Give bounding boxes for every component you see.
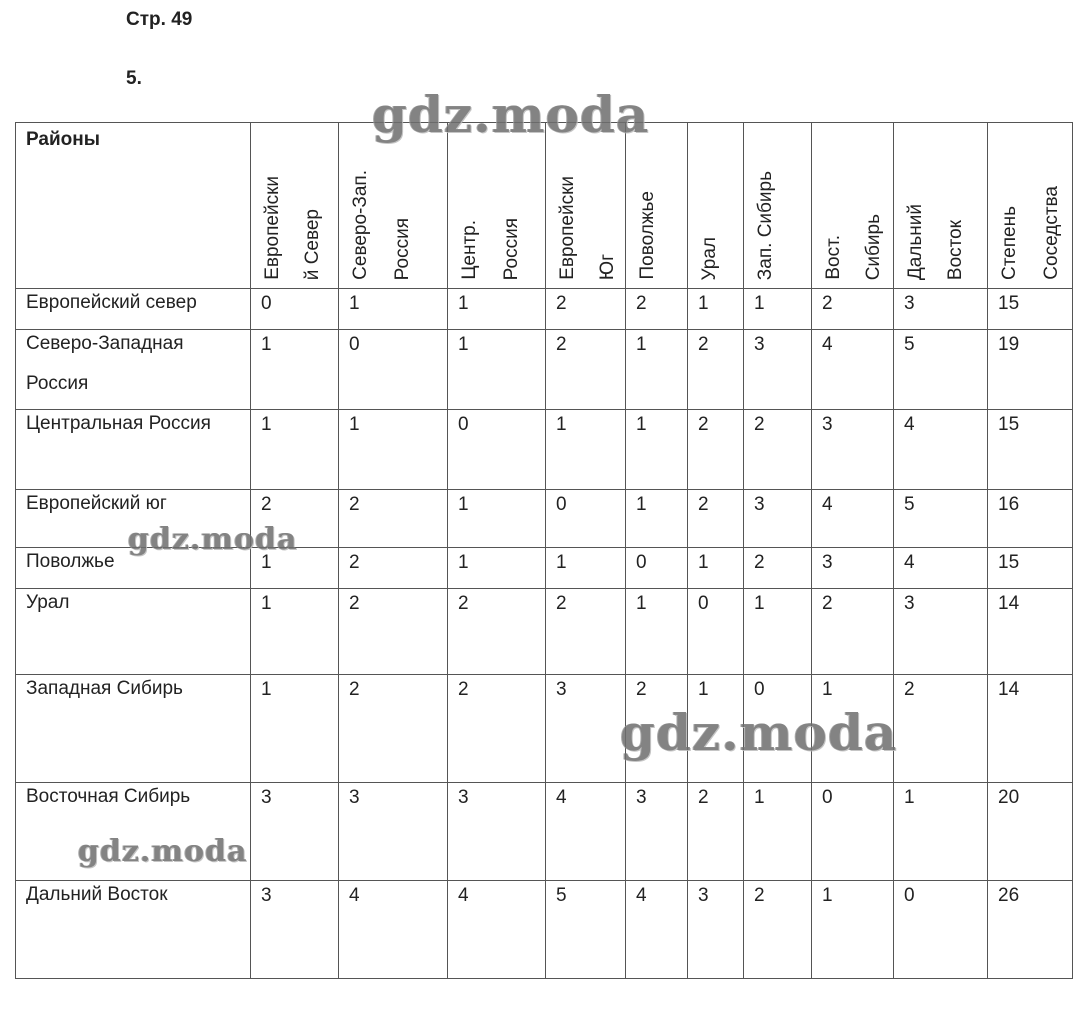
column-header-line: Степень <box>999 205 1020 280</box>
table-cell: 2 <box>339 490 448 548</box>
table-cell: 1 <box>688 289 744 330</box>
column-header <box>626 123 688 289</box>
table-cell: 0 <box>251 289 339 330</box>
table-cell: 3 <box>894 589 988 675</box>
table-cell: 2 <box>626 289 688 330</box>
table-cell: 1 <box>251 589 339 675</box>
table-cell: 1 <box>251 548 339 589</box>
table-cell: 1 <box>339 289 448 330</box>
column-header-line: Зап. Сибирь <box>755 170 776 280</box>
watermark: gdz.moda <box>620 703 898 762</box>
table-row <box>16 330 1073 410</box>
watermark: gdz.moda <box>372 85 650 144</box>
table-cell: 0 <box>339 330 448 410</box>
table-cell: 3 <box>251 783 339 881</box>
table-cell: 1 <box>546 410 626 490</box>
table-cell: 2 <box>688 330 744 410</box>
table-cell: 2 <box>546 289 626 330</box>
column-header <box>744 123 812 289</box>
table-cell: 3 <box>448 783 546 881</box>
table-cell: 0 <box>688 589 744 675</box>
table-cell: 3 <box>744 490 812 548</box>
row-label: Восточная Сибирь <box>16 783 251 881</box>
column-header-line: й Север <box>302 208 323 280</box>
table-cell: 2 <box>448 589 546 675</box>
table-cell: 4 <box>894 410 988 490</box>
table-cell: 2 <box>339 675 448 783</box>
table-cell: 2 <box>812 589 894 675</box>
column-header-line: Вост. <box>823 235 844 280</box>
table-cell: 15 <box>988 410 1073 490</box>
table-cell: 1 <box>688 548 744 589</box>
row-label: Европейский юг <box>16 490 251 548</box>
table-cell: 16 <box>988 490 1073 548</box>
row-label: Северо-Западная Россия <box>16 330 251 410</box>
table-cell: 5 <box>546 881 626 979</box>
table-cell: 2 <box>546 330 626 410</box>
column-header-line: Дальний <box>905 203 926 280</box>
table-cell: 2 <box>688 410 744 490</box>
table-cell: 20 <box>988 783 1073 881</box>
table-cell: 1 <box>448 330 546 410</box>
column-header <box>339 123 448 289</box>
table-cell: 5 <box>894 330 988 410</box>
row-label: Урал <box>16 589 251 675</box>
header-row <box>16 123 1073 289</box>
column-header-line: Центр. <box>459 220 480 280</box>
table-cell: 0 <box>894 881 988 979</box>
table-cell: 15 <box>988 548 1073 589</box>
table-cell: 1 <box>448 490 546 548</box>
table-cell: 2 <box>894 675 988 783</box>
column-header-line: Урал <box>699 236 720 280</box>
column-header-line: Россия <box>501 217 522 280</box>
row-label: Западная Сибирь <box>16 675 251 783</box>
table-cell: 0 <box>744 675 812 783</box>
table-cell: 1 <box>339 410 448 490</box>
table-cell: 1 <box>626 490 688 548</box>
column-header-line: Сибирь <box>863 213 884 280</box>
column-header-line: Юг <box>597 253 618 280</box>
table-cell: 3 <box>251 881 339 979</box>
table-cell: 4 <box>546 783 626 881</box>
table-cell: 4 <box>626 881 688 979</box>
table-row <box>16 881 1073 979</box>
column-header <box>448 123 546 289</box>
table-cell: 26 <box>988 881 1073 979</box>
table-cell: 4 <box>448 881 546 979</box>
table-cell: 3 <box>744 330 812 410</box>
table-cell: 0 <box>546 490 626 548</box>
table-cell: 1 <box>688 675 744 783</box>
table-cell: 1 <box>626 330 688 410</box>
column-header-line: Россия <box>392 217 413 280</box>
table-cell: 0 <box>448 410 546 490</box>
table-cell: 3 <box>546 675 626 783</box>
table-cell: 1 <box>251 675 339 783</box>
table-cell: 1 <box>626 589 688 675</box>
table-row <box>16 675 1073 783</box>
table-cell: 3 <box>626 783 688 881</box>
row-label: Центральная Россия <box>16 410 251 490</box>
table-cell: 2 <box>688 490 744 548</box>
watermark: gdz.moda <box>78 834 248 869</box>
column-header-line: Соседства <box>1041 186 1062 280</box>
column-header <box>546 123 626 289</box>
table-cell: 3 <box>339 783 448 881</box>
row-label: Дальний Восток <box>16 881 251 979</box>
table-row <box>16 589 1073 675</box>
column-header-line: Европейски <box>557 176 578 280</box>
table-row <box>16 410 1073 490</box>
table-cell: 4 <box>812 330 894 410</box>
column-header <box>988 123 1073 289</box>
table-cell: 4 <box>339 881 448 979</box>
table-cell: 1 <box>546 548 626 589</box>
table-cell: 15 <box>988 289 1073 330</box>
table-cell: 2 <box>339 548 448 589</box>
table-cell: 1 <box>812 881 894 979</box>
task-number: 5. <box>126 68 142 89</box>
row-label: Поволжье <box>16 548 251 589</box>
table-cell: 3 <box>688 881 744 979</box>
column-header <box>894 123 988 289</box>
table-cell: 19 <box>988 330 1073 410</box>
page-header: Стр. 49 <box>126 9 193 30</box>
table-cell: 2 <box>546 589 626 675</box>
table-cell: 3 <box>812 410 894 490</box>
table-cell: 2 <box>339 589 448 675</box>
table-cell: 2 <box>812 289 894 330</box>
table-cell: 5 <box>894 490 988 548</box>
column-header-line: Поволжье <box>637 191 658 280</box>
table-cell: 1 <box>448 289 546 330</box>
table-cell: 1 <box>251 330 339 410</box>
table-cell: 2 <box>688 783 744 881</box>
row-label: Европейский север <box>16 289 251 330</box>
table-cell: 14 <box>988 589 1073 675</box>
column-header <box>812 123 894 289</box>
column-header-line: Восток <box>945 219 966 280</box>
table-cell: 3 <box>812 548 894 589</box>
table-cell: 2 <box>448 675 546 783</box>
table-cell: 1 <box>812 675 894 783</box>
table-cell: 4 <box>812 490 894 548</box>
table-cell: 0 <box>626 548 688 589</box>
table-cell: 1 <box>251 410 339 490</box>
column-header <box>251 123 339 289</box>
table-cell: 14 <box>988 675 1073 783</box>
table-cell: 1 <box>744 783 812 881</box>
watermark: gdz.moda <box>128 522 298 557</box>
table-cell: 1 <box>744 289 812 330</box>
table-cell: 2 <box>744 410 812 490</box>
table-cell: 2 <box>744 548 812 589</box>
table-cell: 2 <box>626 675 688 783</box>
column-header-line: Европейски <box>262 176 283 280</box>
table-cell: 0 <box>812 783 894 881</box>
table-cell: 1 <box>894 783 988 881</box>
table-cell: 4 <box>894 548 988 589</box>
table-cell: 3 <box>894 289 988 330</box>
table-cell: 1 <box>626 410 688 490</box>
table-cell: 1 <box>448 548 546 589</box>
table-cell: 1 <box>744 589 812 675</box>
column-header-line: Северо-Зап. <box>350 170 371 280</box>
corner-header: Районы <box>16 123 251 289</box>
table-cell: 2 <box>744 881 812 979</box>
table-cell: 2 <box>251 490 339 548</box>
column-header <box>688 123 744 289</box>
